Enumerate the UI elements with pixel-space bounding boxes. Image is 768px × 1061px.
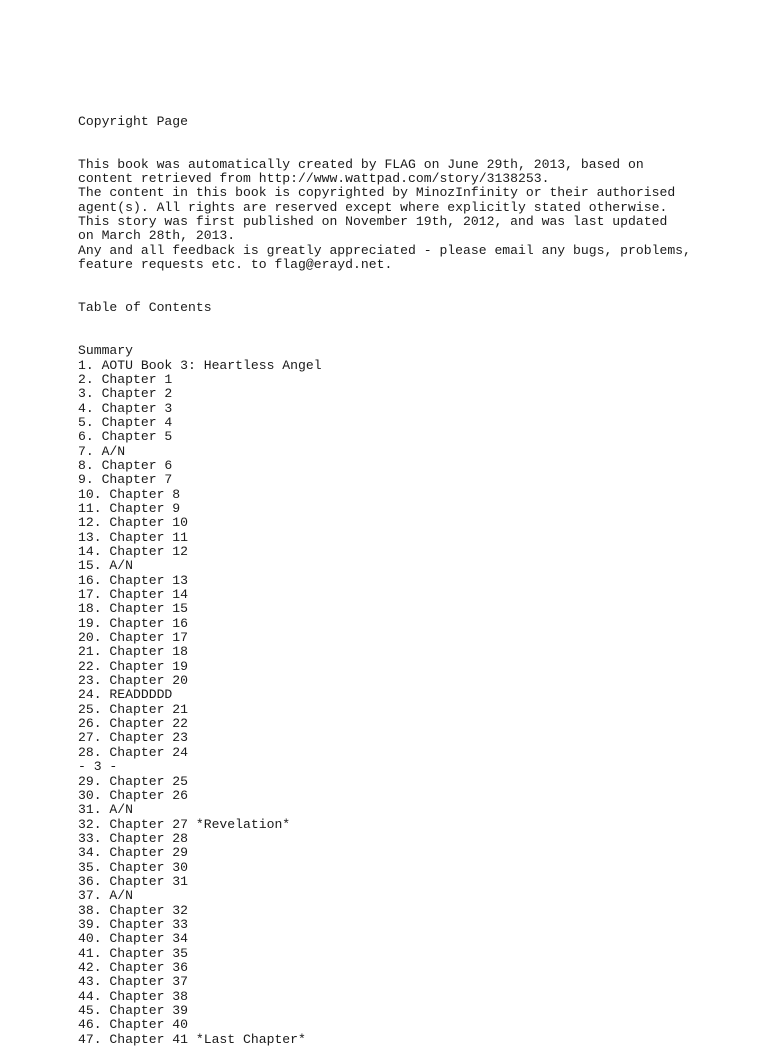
copyright-line: This book was automatically created by FLAG on June 29th, 2013, based on (78, 156, 644, 172)
page-number: - 3 - (78, 759, 118, 775)
toc-item[interactable]: Summary (78, 343, 134, 359)
toc-item[interactable]: 25. Chapter 21 (78, 701, 189, 717)
toc-item[interactable]: 29. Chapter 25 (78, 773, 189, 789)
toc-item[interactable]: 24. READDDDD (78, 687, 173, 703)
toc-item[interactable]: 30. Chapter 26 (78, 787, 189, 803)
copyright-line: Any and all feedback is greatly appreciated - please email any bugs, problems, (78, 242, 691, 258)
toc-item[interactable]: 16. Chapter 13 (78, 572, 189, 588)
copyright-line: agent(s). All rights are reserved except where explicitly stated otherwise. (78, 199, 668, 215)
toc-item[interactable]: 7. A/N (78, 443, 126, 459)
toc-item[interactable]: 2. Chapter 1 (78, 371, 173, 387)
toc-item[interactable]: 33. Chapter 28 (78, 830, 189, 846)
toc-item[interactable]: 35. Chapter 30 (78, 859, 189, 875)
toc-item[interactable]: 32. Chapter 27 *Revelation* (78, 816, 291, 832)
copyright-line: content retrieved from http://www.wattpad.com/story/3138253. (78, 171, 550, 187)
toc-item[interactable]: 40. Chapter 34 (78, 931, 189, 947)
toc-item[interactable]: 15. A/N (78, 558, 134, 574)
toc-item[interactable]: 47. Chapter 41 *Last Chapter* (78, 1031, 306, 1047)
toc-item[interactable]: 27. Chapter 23 (78, 730, 189, 746)
toc-item[interactable]: 3. Chapter 2 (78, 386, 173, 402)
toc-item[interactable]: 14. Chapter 12 (78, 544, 189, 559)
toc-item[interactable]: 10. Chapter 8 (78, 486, 181, 502)
copyright-line: on March 28th, 2013. (78, 228, 236, 244)
copyright-line: The content in this book is copyrighted by MinozInfinity or their authorised (78, 185, 676, 201)
toc-list (78, 344, 758, 1047)
toc-item[interactable]: 21. Chapter 18 (78, 644, 189, 660)
toc-item[interactable]: 9. Chapter 7 (78, 472, 173, 488)
toc-item[interactable]: 34. Chapter 29 (78, 845, 189, 861)
toc-item[interactable]: 31. A/N (78, 802, 134, 818)
toc-item[interactable]: 41. Chapter 35 (78, 945, 189, 961)
toc-item[interactable]: 11. Chapter 9 (78, 500, 181, 516)
toc-item[interactable]: 19. Chapter 16 (78, 615, 189, 631)
copyright-line: feature requests etc. to flag@erayd.net. (78, 257, 393, 273)
toc-item[interactable]: 6. Chapter 5 (78, 429, 173, 445)
toc-item[interactable]: 38. Chapter 32 (78, 902, 189, 918)
copyright-text (78, 158, 758, 273)
toc-item[interactable]: 43. Chapter 37 (78, 974, 189, 990)
toc-item[interactable]: 39. Chapter 33 (78, 916, 189, 932)
toc-item[interactable]: 18. Chapter 15 (78, 601, 189, 617)
toc-item[interactable]: 36. Chapter 31 (78, 873, 189, 889)
toc-item[interactable]: 5. Chapter 4 (78, 414, 173, 430)
toc-item[interactable]: 13. Chapter 11 (78, 529, 189, 545)
toc-item[interactable]: 46. Chapter 40 (78, 1017, 189, 1033)
toc-item[interactable]: 37. A/N (78, 888, 134, 904)
toc-item[interactable]: 1. AOTU Book 3: Heartless Angel (78, 357, 322, 373)
copyright-heading: Copyright Page (78, 113, 189, 129)
toc-item[interactable]: 45. Chapter 39 (78, 1003, 189, 1018)
toc-heading: Table of Contents (78, 300, 212, 316)
toc-item[interactable]: 4. Chapter 3 (78, 400, 173, 416)
toc-item[interactable]: 22. Chapter 19 (78, 658, 189, 674)
toc-item[interactable]: 44. Chapter 38 (78, 988, 189, 1004)
toc-item[interactable]: 26. Chapter 22 (78, 716, 189, 732)
toc-item[interactable]: 28. Chapter 24 (78, 744, 189, 760)
document-page (78, 86, 758, 1061)
toc-item[interactable]: 42. Chapter 36 (78, 959, 189, 975)
toc-item[interactable]: 23. Chapter 20 (78, 673, 189, 689)
copyright-line: This story was first published on November 19th, 2012, and was last updated (78, 214, 668, 230)
toc-item[interactable]: 12. Chapter 10 (78, 515, 189, 531)
toc-item[interactable]: 8. Chapter 6 (78, 457, 173, 473)
toc-item[interactable]: 20. Chapter 17 (78, 630, 189, 646)
toc-item[interactable]: 17. Chapter 14 (78, 587, 189, 603)
